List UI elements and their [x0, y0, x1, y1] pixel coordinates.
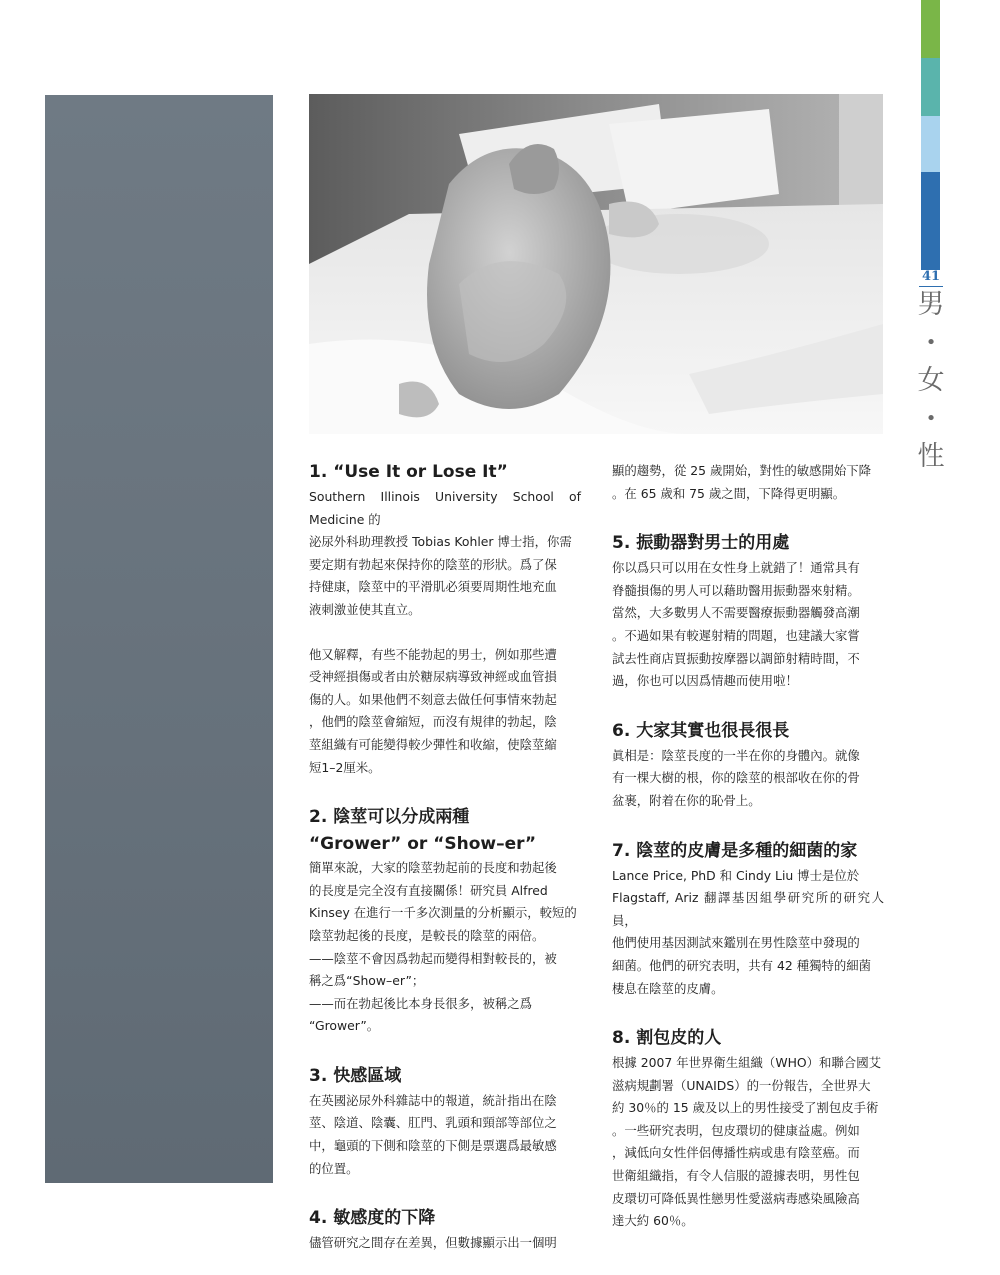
- text-line: 眞相是：陰莖長度的一半在你的身體內。就像: [612, 747, 860, 763]
- text-line: 滋病規劃署（UNAIDS）的一份報告，全世界大: [612, 1077, 871, 1093]
- paragraph: [612, 1052, 884, 1233]
- text-line: ——而在勃起後比本身長很多，被稱之爲: [309, 995, 533, 1011]
- text-line: 。不過如果有較遲射精的問題，也建議大家嘗: [612, 627, 860, 643]
- color-strip-teal: [921, 58, 940, 116]
- text-line: 細菌。他們的研究表明，共有 42 種獨特的細菌: [612, 957, 872, 973]
- section-heading: 3. 快感區域: [309, 1065, 402, 1086]
- left-column: [309, 460, 581, 1255]
- section-heading: 5. 振動器對男士的用處: [612, 533, 790, 554]
- text-line: 中，龜頭的下側和陰莖的下側是票選爲最敏感: [309, 1138, 557, 1154]
- text-line: 達大約 60％。: [612, 1213, 694, 1229]
- section-title-separator: •: [925, 332, 937, 353]
- text-line: Kinsey 在進行一千多次測量的分析顯示，較短的: [309, 905, 577, 921]
- paragraph: [309, 1090, 581, 1180]
- page-number: 41: [921, 269, 941, 284]
- section-heading: 7. 陰莖的皮膚是多種的細菌的家: [612, 840, 858, 861]
- text-line: 陰莖勃起後的長度，是較長的陰莖的兩倍。: [309, 927, 545, 943]
- text-line: 持健康，陰莖中的平滑肌必須要周期性地充血: [309, 579, 557, 595]
- paragraph: [612, 557, 884, 693]
- text-line: Flagstaff, Ariz 翻譯基因組學研究所的研究人員，: [612, 890, 884, 928]
- section-title-char: 性: [917, 441, 945, 472]
- text-line: 試去性商店買振動按摩器以調節射精時間，不: [612, 650, 860, 666]
- section-title-vertical: [915, 288, 947, 474]
- text-line: 皮環切可降低異性戀男性愛滋病毒感染風險高: [612, 1190, 860, 1206]
- section-title-separator: •: [925, 408, 937, 429]
- text-line: 盆裹，附着在你的恥骨上。: [612, 792, 761, 808]
- text-line: 短1–2厘米。: [309, 759, 381, 775]
- text-line: 過，你也可以因爲情趣而使用啦！: [612, 673, 798, 689]
- text-line: 約 30％的 15 歲及以上的男性接受了割包皮手術: [612, 1100, 879, 1116]
- page-number-rule: [919, 286, 943, 287]
- section-heading: 6. 大家其實也很長很長: [612, 720, 790, 741]
- text-line: 脊髓損傷的男人可以藉助醫用振動器來射精。: [612, 582, 860, 598]
- section-subheading: “Grower” or “Show–er”: [309, 834, 537, 855]
- paragraph: [612, 745, 884, 813]
- decorative-gray-panel: [45, 95, 273, 1183]
- text-line: 棲息在陰莖的皮膚。: [612, 980, 724, 996]
- article-section-7: [612, 839, 884, 1001]
- text-line: 稱之爲“Show–er”；: [309, 973, 425, 989]
- text-line: 簡單來說，大家的陰莖勃起前的長度和勃起後: [309, 860, 557, 876]
- paragraph: [309, 644, 581, 780]
- text-line: 。一些研究表明，包皮環切的健康益處。例如: [612, 1122, 860, 1138]
- couple-photo-illustration: [309, 94, 883, 434]
- text-line: Lance Price, PhD 和 Cindy Liu 博士是位於: [612, 867, 860, 883]
- text-line: 你以爲只可以用在女性身上就錯了！通常具有: [612, 560, 860, 576]
- couple-photo: [309, 94, 883, 434]
- color-strip-light-blue: [921, 116, 940, 172]
- paragraph: [612, 460, 884, 505]
- text-line: 他又解釋，有些不能勃起的男士，例如那些遭: [309, 646, 557, 662]
- text-line: 的長度是完全沒有直接關係！研究員 Alfred: [309, 882, 548, 898]
- section-heading: 1. “Use It or Lose It”: [309, 462, 508, 482]
- text-line: 世衛組織指，有令人信服的證據表明，男性包: [612, 1168, 860, 1184]
- text-line: ，減低向女性伴侶傳播性病或患有陰莖癌。而: [612, 1145, 860, 1161]
- text-line: 莖、陰道、陰囊、肛門、乳頭和頸部等部位之: [309, 1115, 557, 1131]
- text-line: 液刺激並使其直立。: [309, 601, 421, 617]
- text-line: Southern Illinois University School of Medicine 的: [309, 489, 581, 527]
- text-line: 顯的趨勢，從 25 歲開始，對性的敏感開始下降: [612, 463, 872, 478]
- article-section-3: [309, 1064, 581, 1180]
- paragraph: [309, 857, 581, 1038]
- text-line: 的位置。: [309, 1160, 359, 1176]
- text-line: 傷的人。如果他們不刻意去做任何事情來勃起: [309, 691, 557, 707]
- text-line: 受神經損傷或者由於糖尿病導致神經或血管損: [309, 669, 557, 685]
- paragraph: [309, 486, 581, 622]
- text-line: 泌尿外科助理教授 Tobias Kohler 博士指，你需: [309, 534, 572, 550]
- text-line: ，他們的陰莖會縮短，而沒有規律的勃起，陰: [309, 714, 557, 730]
- color-strip-blue: [921, 172, 940, 270]
- color-strip-green: [921, 0, 940, 58]
- text-line: 當然，大多數男人不需要醫療振動器觸發高潮: [612, 605, 860, 621]
- text-line: 有一棵大樹的根，你的陰莖的根部收在你的骨: [612, 770, 860, 786]
- text-line: 根據 2007 年世界衛生組織（WHO）和聯合國艾: [612, 1055, 881, 1071]
- text-line: 要定期有勃起來保持你的陰莖的形狀。爲了保: [309, 556, 557, 572]
- paragraph: [612, 865, 884, 1001]
- section-title-char: 女: [917, 365, 945, 396]
- article-section-6: [612, 719, 884, 813]
- text-line: ——陰莖不會因爲勃起而變得相對較長的，被: [309, 950, 557, 966]
- article-section-1: [309, 460, 581, 779]
- article-section-4: [309, 1206, 581, 1255]
- text-line: 在英國泌尿外科雜誌中的報道，統計指出在陰: [309, 1092, 557, 1108]
- text-line: 。在 65 歲和 75 歲之間，下降得更明顯。: [612, 485, 846, 501]
- article-section-8: [612, 1026, 884, 1233]
- section-heading: 8. 割包皮的人: [612, 1028, 722, 1049]
- section-title-char: 男: [917, 289, 945, 320]
- paragraph: [309, 1232, 581, 1255]
- article-section-4-continued: [612, 460, 884, 505]
- section-heading: 2. 陰莖可以分成兩種: [309, 807, 470, 828]
- text-line: “Grower”。: [309, 1018, 380, 1034]
- right-column: [612, 460, 884, 1233]
- article-section-2: [309, 805, 581, 1038]
- text-line: 他們使用基因測試來鑑別在男性陰莖中發現的: [612, 935, 860, 951]
- article-section-5: [612, 531, 884, 693]
- text-line: 莖組織有可能變得較少彈性和收縮，使陰莖縮: [309, 736, 557, 752]
- text-line: 儘管研究之間存在差異，但數據顯示出一個明: [309, 1235, 557, 1251]
- section-heading: 4. 敏感度的下降: [309, 1208, 436, 1229]
